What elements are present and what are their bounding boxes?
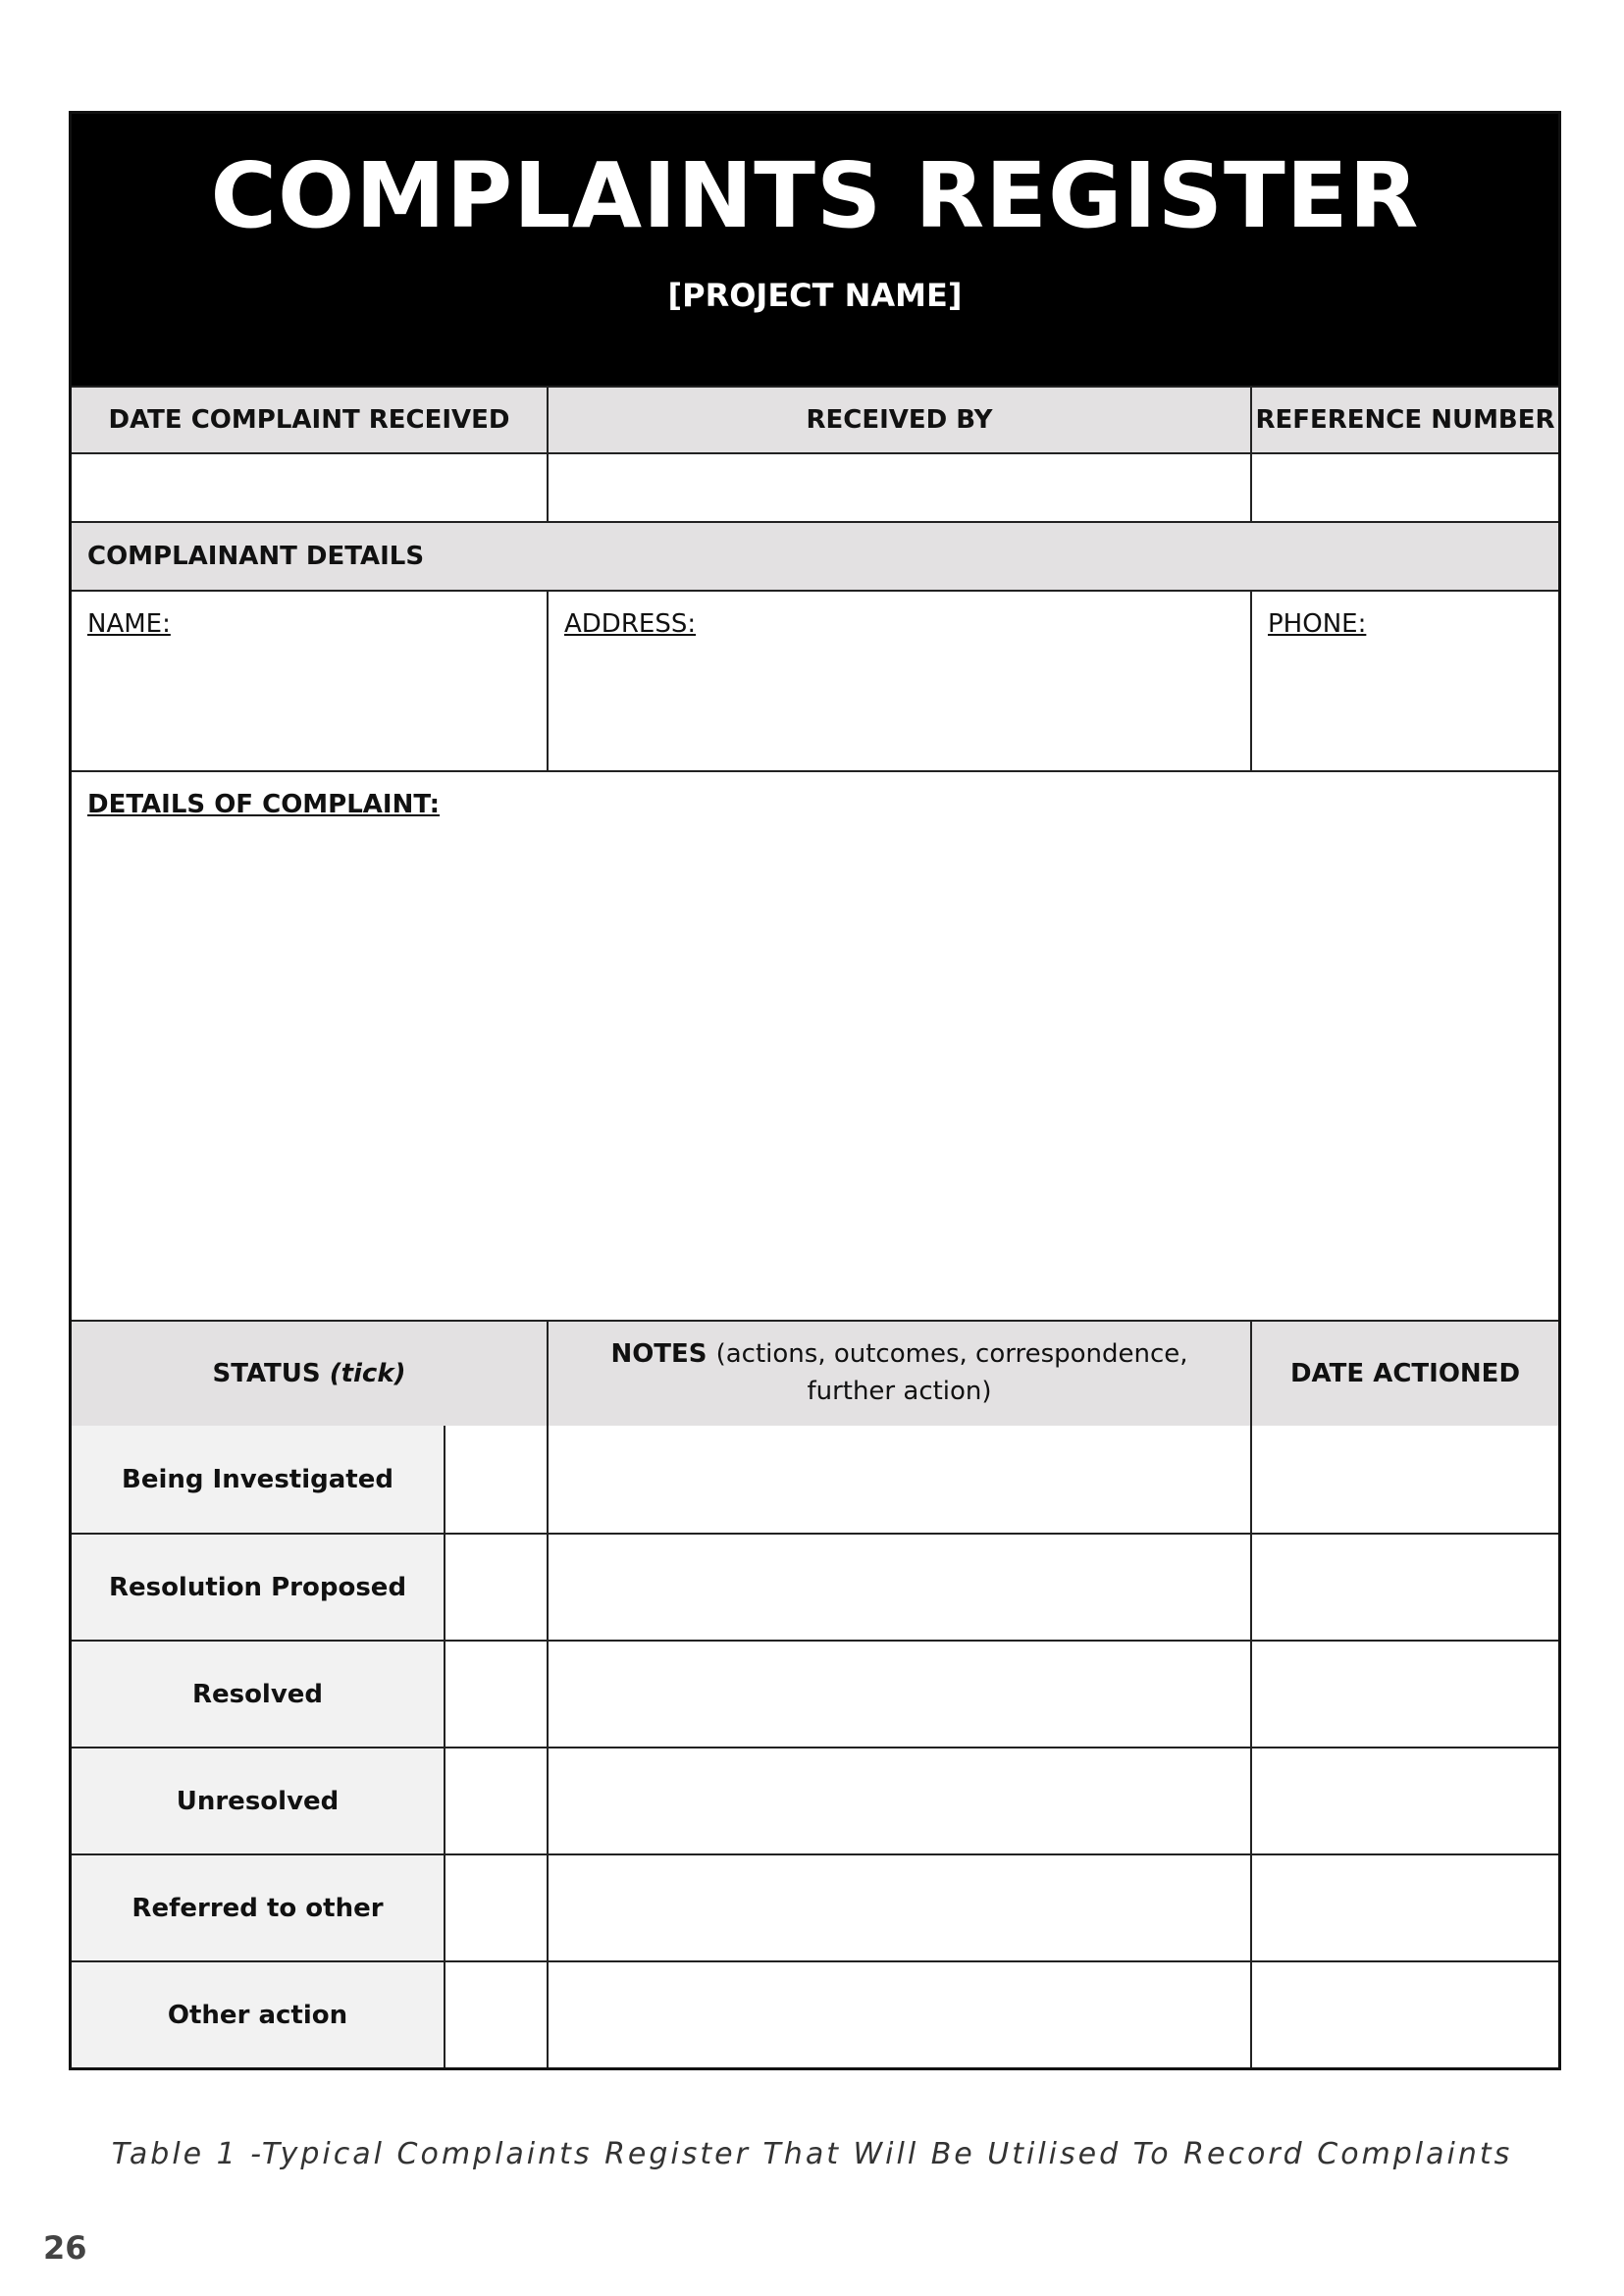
status-tick-box[interactable] [444,1855,547,1960]
notes-field[interactable] [547,1426,1250,1533]
status-label: Referred to other [72,1855,444,1960]
page-number: 26 [43,2229,87,2267]
status-tick-box[interactable] [444,1962,547,2067]
date-received-header: DATE COMPLAINT RECEIVED [108,405,510,435]
name-field[interactable] [72,592,547,770]
project-name: [PROJECT NAME] [667,277,963,314]
date-received-field[interactable] [72,454,547,521]
phone-field[interactable] [1250,592,1558,770]
phone-label: PHONE: [1268,609,1367,639]
table-caption: Table 1 -Typical Complaints Register That Will Be Utilised To Record Complaints [111,2137,1513,2171]
complainant-section-row [72,521,1558,590]
date-actioned-field[interactable] [1250,1962,1558,2067]
status-tick-box[interactable] [444,1748,547,1853]
received-by-field[interactable] [547,454,1250,521]
details-of-complaint-field[interactable] [72,772,1558,1320]
date-actioned-field[interactable] [1250,1535,1558,1640]
complaints-register-form [69,111,1561,2070]
date-actioned-field[interactable] [1250,1855,1558,1960]
status-row [72,1747,1558,1853]
header-input-row [72,452,1558,521]
notes-field[interactable] [547,1642,1250,1747]
name-label: NAME: [87,609,171,639]
reference-number-header: REFERENCE NUMBER [1250,388,1558,452]
status-row [72,1960,1558,2067]
notes-field[interactable] [547,1962,1250,2067]
status-tick-box[interactable] [444,1535,547,1640]
status-header-row [72,1320,1558,1426]
date-actioned-header: DATE ACTIONED [1250,1322,1558,1426]
address-label: ADDRESS: [564,609,697,639]
address-field[interactable] [547,592,1250,770]
notes-field[interactable] [547,1748,1250,1853]
date-actioned-field[interactable] [1250,1642,1558,1747]
header-row [72,386,1558,452]
notes-header: NOTES (actions, outcomes, correspondence, further action) [547,1322,1250,1426]
status-row [72,1640,1558,1747]
status-row [72,1533,1558,1640]
reference-number-field[interactable] [1250,454,1558,521]
notes-field[interactable] [547,1855,1250,1960]
status-row [72,1426,1558,1533]
complainant-details-title: COMPLAINANT DETAILS [87,542,425,571]
status-label: Unresolved [72,1748,444,1853]
details-label: DETAILS OF COMPLAINT: [87,790,441,819]
page-title: COMPLAINTS REGISTER [210,143,1420,248]
status-label: Being Investigated [72,1426,444,1533]
status-label: Other action [72,1962,444,2067]
status-tick-box[interactable] [444,1426,547,1533]
details-row [72,770,1558,1320]
title-banner [72,114,1558,386]
notes-field[interactable] [547,1535,1250,1640]
received-by-header: RECEIVED BY [547,388,1250,452]
date-actioned-field[interactable] [1250,1426,1558,1533]
date-actioned-field[interactable] [1250,1748,1558,1853]
status-row [72,1853,1558,1960]
status-label: Resolved [72,1642,444,1747]
status-header: STATUS (tick) [212,1359,406,1388]
complainant-fields-row [72,590,1558,770]
status-label: Resolution Proposed [72,1535,444,1640]
status-tick-box[interactable] [444,1642,547,1747]
status-rows [72,1426,1558,2067]
